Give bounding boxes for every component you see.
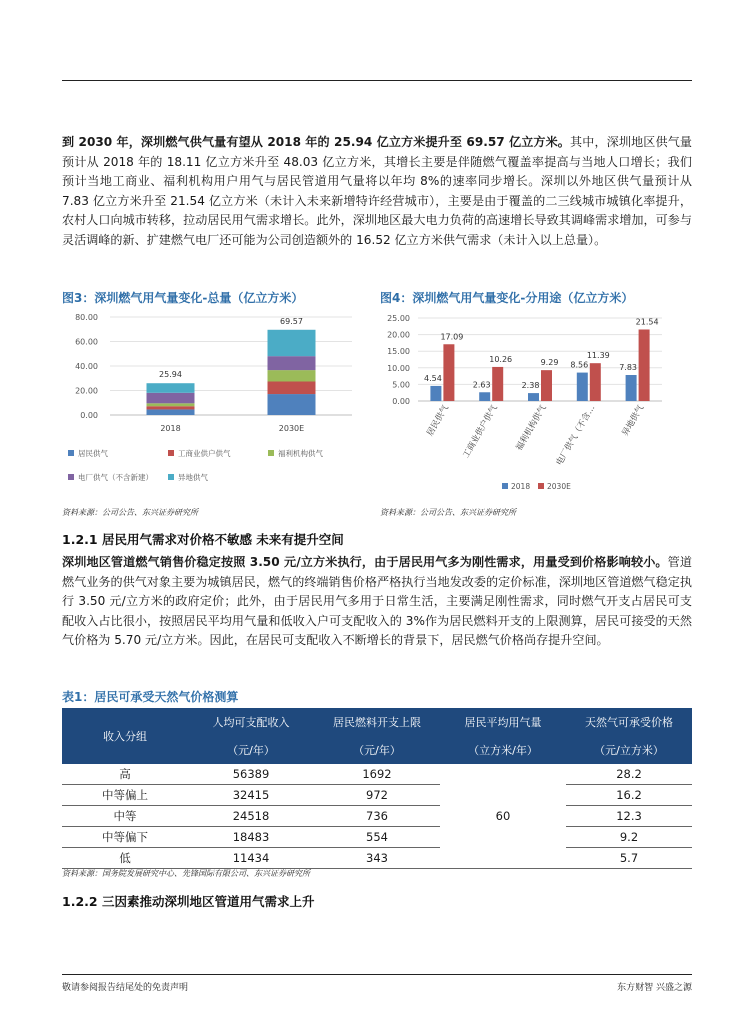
legend-swatch [502, 483, 508, 489]
cell-income: 56389 [188, 764, 314, 785]
cell-group: 中等偏下 [62, 827, 188, 848]
y-tick-label: 15.00 [387, 347, 410, 357]
x-tick-label: 电厂供气（不含… [554, 403, 598, 468]
cell-price: 12.3 [566, 806, 692, 827]
data-label: 21.54 [635, 317, 659, 327]
bar-segment [147, 403, 195, 406]
bar-segment [268, 370, 316, 381]
legend-label: 工商业供户供气 [178, 449, 231, 458]
table-row [62, 764, 692, 785]
cell-price: 16.2 [566, 785, 692, 806]
header-limit: 居民燃料开支上限 [314, 708, 440, 736]
intro-paragraph [62, 133, 692, 250]
total-label: 69.57 [280, 316, 303, 326]
cell-income: 11434 [188, 848, 314, 869]
data-label: 2.63 [472, 380, 491, 390]
section-121-bold: 深圳地区管道燃气销售价稳定按照 3.50 元/立方米执行，由于居民用气多为刚性需求，用量受到价格影响较小。 [62, 555, 668, 569]
header-price: 天然气可承受价格 [566, 708, 692, 736]
cell-price: 9.2 [566, 827, 692, 848]
table1-title: 表1：居民可承受天然气价格测算 [62, 690, 239, 704]
legend-swatch [268, 450, 274, 456]
figure3-source: 资料来源：公司公告、东兴证券研究所 [62, 508, 198, 517]
legend-swatch [168, 450, 174, 456]
legend-label: 居民供气 [78, 449, 108, 458]
figure3-chart [62, 305, 362, 495]
cell-limit: 554 [314, 827, 440, 848]
cell-limit: 343 [314, 848, 440, 869]
cell-group: 低 [62, 848, 188, 869]
legend-swatch [68, 474, 74, 480]
table-row [62, 848, 692, 869]
total-label: 25.94 [159, 370, 182, 380]
y-tick-label: 40.00 [75, 362, 98, 371]
bar [492, 367, 503, 401]
data-label: 17.09 [440, 332, 464, 342]
data-label: 8.56 [570, 360, 589, 370]
footer-rule [62, 974, 692, 975]
legend-swatch [68, 450, 74, 456]
legend-swatch [538, 483, 544, 489]
cell-income: 18483 [188, 827, 314, 848]
cell-limit: 972 [314, 785, 440, 806]
y-tick-label: 20.00 [75, 386, 98, 396]
table-row [62, 785, 692, 806]
section-122-heading: 1.2.2 三因素推动深圳地区管道用气需求上升 [62, 894, 315, 909]
cell-price: 5.7 [566, 848, 692, 869]
cell-avg-usage: 60 [440, 764, 566, 869]
header-group: 收入分组 [62, 708, 188, 764]
y-tick-label: 25.00 [387, 314, 410, 323]
legend-label: 福利机构供气 [278, 449, 323, 458]
data-label: 4.54 [423, 373, 442, 383]
cell-limit: 1692 [314, 764, 440, 785]
bar-segment [147, 406, 195, 409]
cell-income: 32415 [188, 785, 314, 806]
bar [626, 375, 637, 401]
legend-label: 2018 [511, 482, 531, 491]
bar-segment [147, 393, 195, 403]
header-income: 人均可支配收入 [188, 708, 314, 736]
header-income-unit: （元/年） [188, 736, 314, 764]
figure4-chart [378, 305, 693, 495]
legend-swatch [168, 474, 174, 480]
x-tick-label: 异地供气 [620, 403, 647, 438]
figure3-title: 图3：深圳燃气用气量变化-总量（亿立方米） [62, 291, 304, 305]
bar-segment [268, 330, 316, 356]
cell-income: 24518 [188, 806, 314, 827]
header-rule [62, 80, 692, 81]
data-label: 7.83 [619, 363, 638, 373]
bar [639, 329, 650, 401]
data-label: 9.29 [540, 358, 559, 368]
y-tick-label: 10.00 [387, 363, 410, 373]
x-tick-label: 2018 [160, 424, 181, 433]
table-row [62, 827, 692, 848]
bar [577, 373, 588, 401]
y-tick-label: 5.00 [392, 380, 410, 390]
bar-segment [147, 383, 195, 393]
footer-disclaimer: 敬请参阅报告结尾处的免责声明 [62, 983, 189, 993]
y-tick-label: 80.00 [75, 313, 98, 322]
x-tick-label: 居民供气 [425, 403, 451, 438]
footer-slogan: 东方财智 兴盛之源 [617, 983, 692, 993]
x-tick-label: 工商业供户供气 [461, 403, 500, 461]
data-label: 10.26 [489, 354, 513, 364]
bar [479, 392, 490, 401]
legend-label: 2030E [547, 482, 571, 491]
table1-source: 资料来源：国务院发展研究中心、先锋国际有限公司、东兴证券研究所 [62, 869, 310, 878]
bar [528, 393, 539, 401]
intro-bold: 到 2030 年，深圳燃气供气量有望从 2018 年的 25.94 亿立方米提升至 69.57 亿立方米。 [62, 135, 571, 149]
cell-limit: 736 [314, 806, 440, 827]
cell-price: 28.2 [566, 764, 692, 785]
y-tick-label: 60.00 [75, 337, 98, 347]
bar-segment [268, 381, 316, 394]
bar-segment [268, 356, 316, 370]
x-tick-label: 福利机构供气 [514, 403, 549, 453]
legend-label: 异地供气 [178, 473, 208, 482]
intro-text: 其中，深圳地区供气量预计从 2018 年的 18.11 亿立方米升至 48.03 亿立方米，其增长主要是伴随燃气覆盖率提高与当地人口增长；我们预计当地工商业、福利机构用户用气与居民管道用气量将以年均 8%的速率同步增长。深圳以外地区供气量预计从 7.83 亿立方米升至 21.54 亿立方米（未计入未来新增特许经营城市），主要是由于覆盖的二三线城市城镇化率提升，农村人口向城市转移，拉动居民用气需求增长。此外，深圳地区最大电力负荷的高速增长导致其调峰需求增加，可参与灵活调峰的新、扩建燃气电厂还可能为公司创造额外的 16.52 亿立方米供气需求（未计入以上总量）。 [62, 135, 692, 247]
cell-group: 高 [62, 764, 188, 785]
figure4-title: 图4：深圳燃气用气量变化-分用途（亿立方米） [380, 291, 634, 305]
bar-segment [268, 394, 316, 415]
income-table [62, 708, 692, 869]
bar [590, 363, 601, 401]
section-121-paragraph [62, 553, 692, 651]
figure4-source: 资料来源：公司公告、东兴证券研究所 [380, 508, 516, 517]
table-row [62, 806, 692, 827]
data-label: 11.39 [586, 351, 610, 361]
bar-segment [147, 409, 195, 415]
data-label: 2.38 [521, 381, 540, 391]
header-usage: 居民平均用气量 [440, 708, 566, 736]
bar [443, 344, 454, 401]
header-limit-unit: （元/年） [314, 736, 440, 764]
x-tick-label: 2030E [278, 424, 305, 433]
bar [541, 370, 552, 401]
legend-label: 电厂供气（不含新建） [78, 473, 153, 482]
bar [430, 386, 441, 401]
section-121-heading: 1.2.1 居民用气需求对价格不敏感 未来有提升空间 [62, 532, 344, 547]
cell-group: 中等 [62, 806, 188, 827]
y-tick-label: 20.00 [387, 330, 410, 340]
header-usage-unit: （立方米/年） [440, 736, 566, 764]
cell-group: 中等偏上 [62, 785, 188, 806]
y-tick-label: 0.00 [392, 397, 410, 406]
y-tick-label: 0.00 [80, 411, 98, 420]
header-price-unit: （元/立方米） [566, 736, 692, 764]
section-121-text: 管道燃气业务的供气对象主要为城镇居民，燃气的终端销售价格严格执行当地发改委的定价标准，深圳地区管道燃气稳定执行 3.50 元/立方米的政府定价；此外，由于居民用气多用于日常生活，主要满足刚性需求，同时燃气开支占居民可支配收入占比很小，按照居民平均用气量和低收入户可支配收入的 3%作为居民燃料开支的上限测算，居民可接受的天然气价格为 5.70 元/立方米。因此，在居民可支配收入不断增长的背景下，居民燃气价格尚存提升空间。 [62, 555, 692, 647]
